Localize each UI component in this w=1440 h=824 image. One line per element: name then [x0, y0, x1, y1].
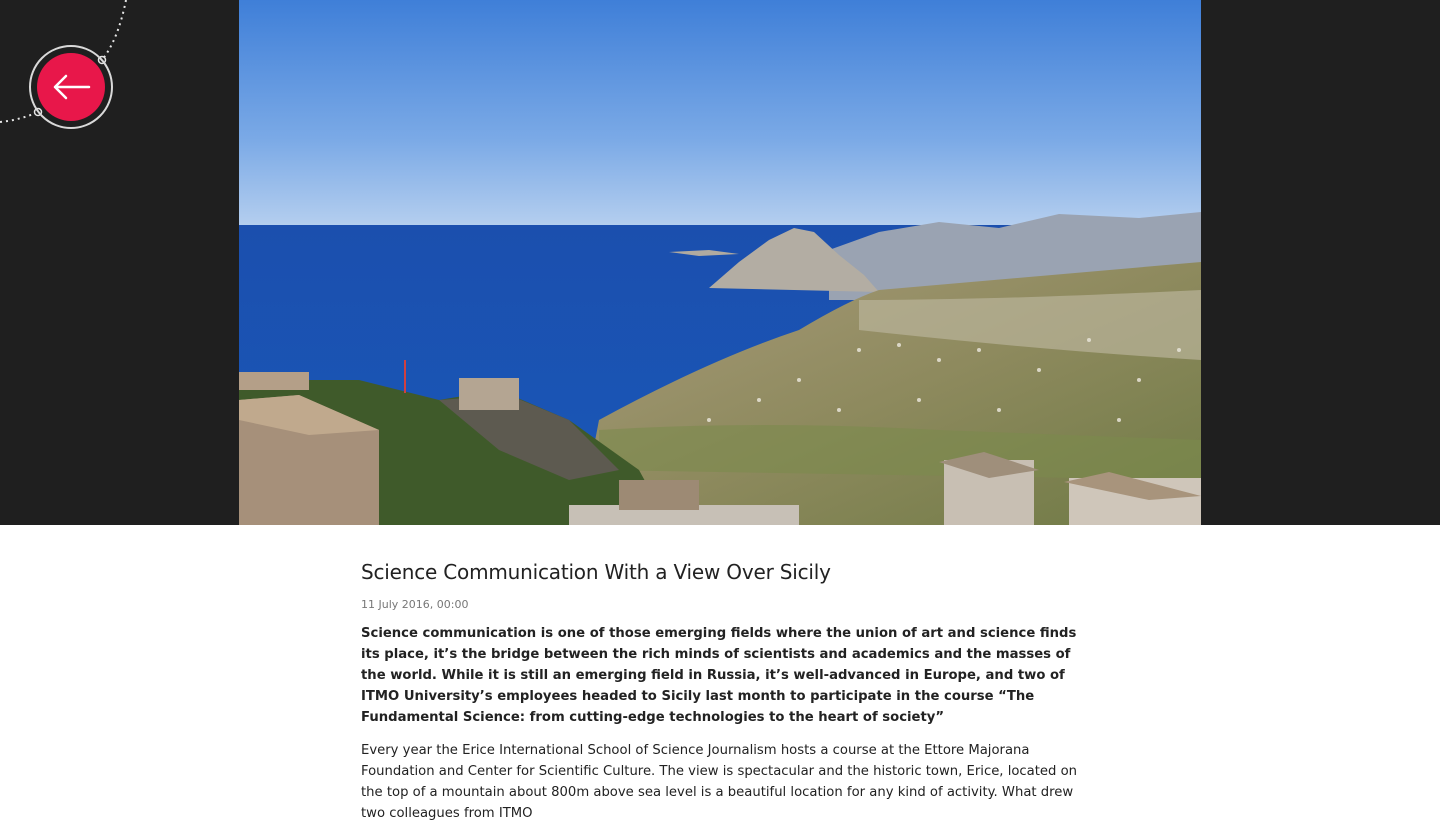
article	[361, 540, 1081, 824]
sicily-landscape-image	[239, 0, 1201, 525]
article-title: Science Communication With a View Over Sicily	[361, 560, 831, 584]
hero-photo	[239, 0, 1201, 525]
back-button[interactable]	[29, 45, 113, 129]
arrow-left-icon	[49, 72, 93, 102]
back-button-fill[interactable]	[37, 53, 105, 121]
article-date: 11 July 2016, 00:00	[361, 598, 469, 611]
article-lead: Science communication is one of those emerging fields where the union of art and science finds its place, it’s the bridge between the rich minds of scientists and academics and the masses of the world. While it is still an emerging field in Russia, it’s well-advanced in Europe, and two of ITMO University’s employees headed to Sicily last month to participate in the course “The Fundamental Science: from cutting-edge technologies to the heart of society”	[361, 626, 1077, 725]
article-body: Every year the Erice International School of Science Journalism hosts a course at the Ettore Majorana Foundation and Center for Scientific Culture. The view is spectacular and the historic town, Erice, located on the top of a mountain about 800m above sea level is a beautiful location for any kind of activity. What drew two colleagues from ITMO	[361, 743, 1078, 821]
